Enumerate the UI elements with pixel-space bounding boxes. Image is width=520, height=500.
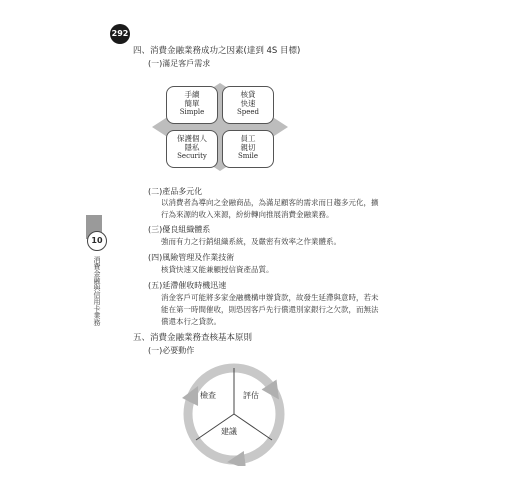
cycle-diagram bbox=[174, 362, 294, 466]
sub-6-title: (一)必要動作 bbox=[148, 346, 195, 355]
cell-label-zh: 員工 bbox=[240, 134, 256, 143]
cell-label-zh: 親切 bbox=[240, 143, 256, 152]
cell-label-zh: 核貸 bbox=[240, 90, 256, 99]
4s-cell-speed bbox=[222, 86, 274, 124]
sub-5-line-2: 能在第一時間催收，則恐因客戶先行償還別家銀行之欠款，而無法 bbox=[161, 305, 379, 314]
section-5-title: 五、消費金融業務查核基本原則 bbox=[133, 333, 253, 343]
sub-4-line-1: 核貸快速又能兼顧授信資產品質。 bbox=[161, 265, 274, 274]
sub-3-line-1: 強而有力之行銷組織系統，及嚴密有效率之作業體系。 bbox=[161, 237, 341, 246]
cell-label-zh: 簡單 bbox=[184, 99, 200, 108]
cell-label-en: Simple bbox=[179, 108, 205, 116]
section-4-title: 四、消費金融業務成功之因素(達到 4S 目標) bbox=[133, 46, 301, 56]
cycle-arrow-icon bbox=[236, 460, 244, 461]
4s-cell-smile bbox=[222, 130, 274, 168]
chapter-side-title: 消費金融與信用卡業務 bbox=[93, 256, 101, 326]
sub-2-line-1: 以消費者為導向之金融商品，為滿足顧客的需求而日趨多元化，擴 bbox=[161, 198, 379, 207]
cell-label-zh: 隱私 bbox=[184, 143, 200, 152]
cycle-label-check: 檢查 bbox=[200, 391, 216, 400]
sub-1-title: (一)滿足客戶需求 bbox=[148, 59, 211, 68]
4s-cell-simple bbox=[166, 86, 218, 124]
sub-4-title: (四)風險管理及作業技術 bbox=[148, 253, 235, 262]
cell-label-zh: 手續 bbox=[184, 90, 200, 99]
4s-diagram bbox=[150, 81, 290, 173]
cell-label-zh: 保護個人 bbox=[177, 134, 207, 143]
sub-2-line-2: 行為來源的收入來源，紛紛轉向推展消費金融業務。 bbox=[161, 210, 334, 219]
sub-5-title: (五)延滯催收時機迅速 bbox=[148, 281, 227, 290]
cell-label-en: Security bbox=[177, 152, 207, 160]
cycle-label-evaluate: 評估 bbox=[243, 391, 259, 400]
4s-cell-security bbox=[166, 130, 218, 168]
chapter-number: 10 bbox=[87, 231, 107, 251]
cell-label-en: Speed bbox=[236, 108, 260, 116]
sub-3-title: (三)優良組織體系 bbox=[148, 225, 211, 234]
cycle-label-suggest: 建議 bbox=[221, 427, 237, 436]
cell-label-en: Smile bbox=[237, 152, 259, 160]
sub-2-title: (二)產品多元化 bbox=[148, 187, 203, 196]
cell-label-zh: 快速 bbox=[240, 99, 256, 108]
divider-line bbox=[234, 414, 272, 440]
sub-5-line-1: 消金客戶可能將多家金融機構申辦貸款，故發生延滯與意時，若未 bbox=[161, 293, 379, 302]
sub-5-line-3: 償還本行之貸款。 bbox=[161, 317, 221, 326]
page-number: 292 bbox=[110, 24, 130, 44]
